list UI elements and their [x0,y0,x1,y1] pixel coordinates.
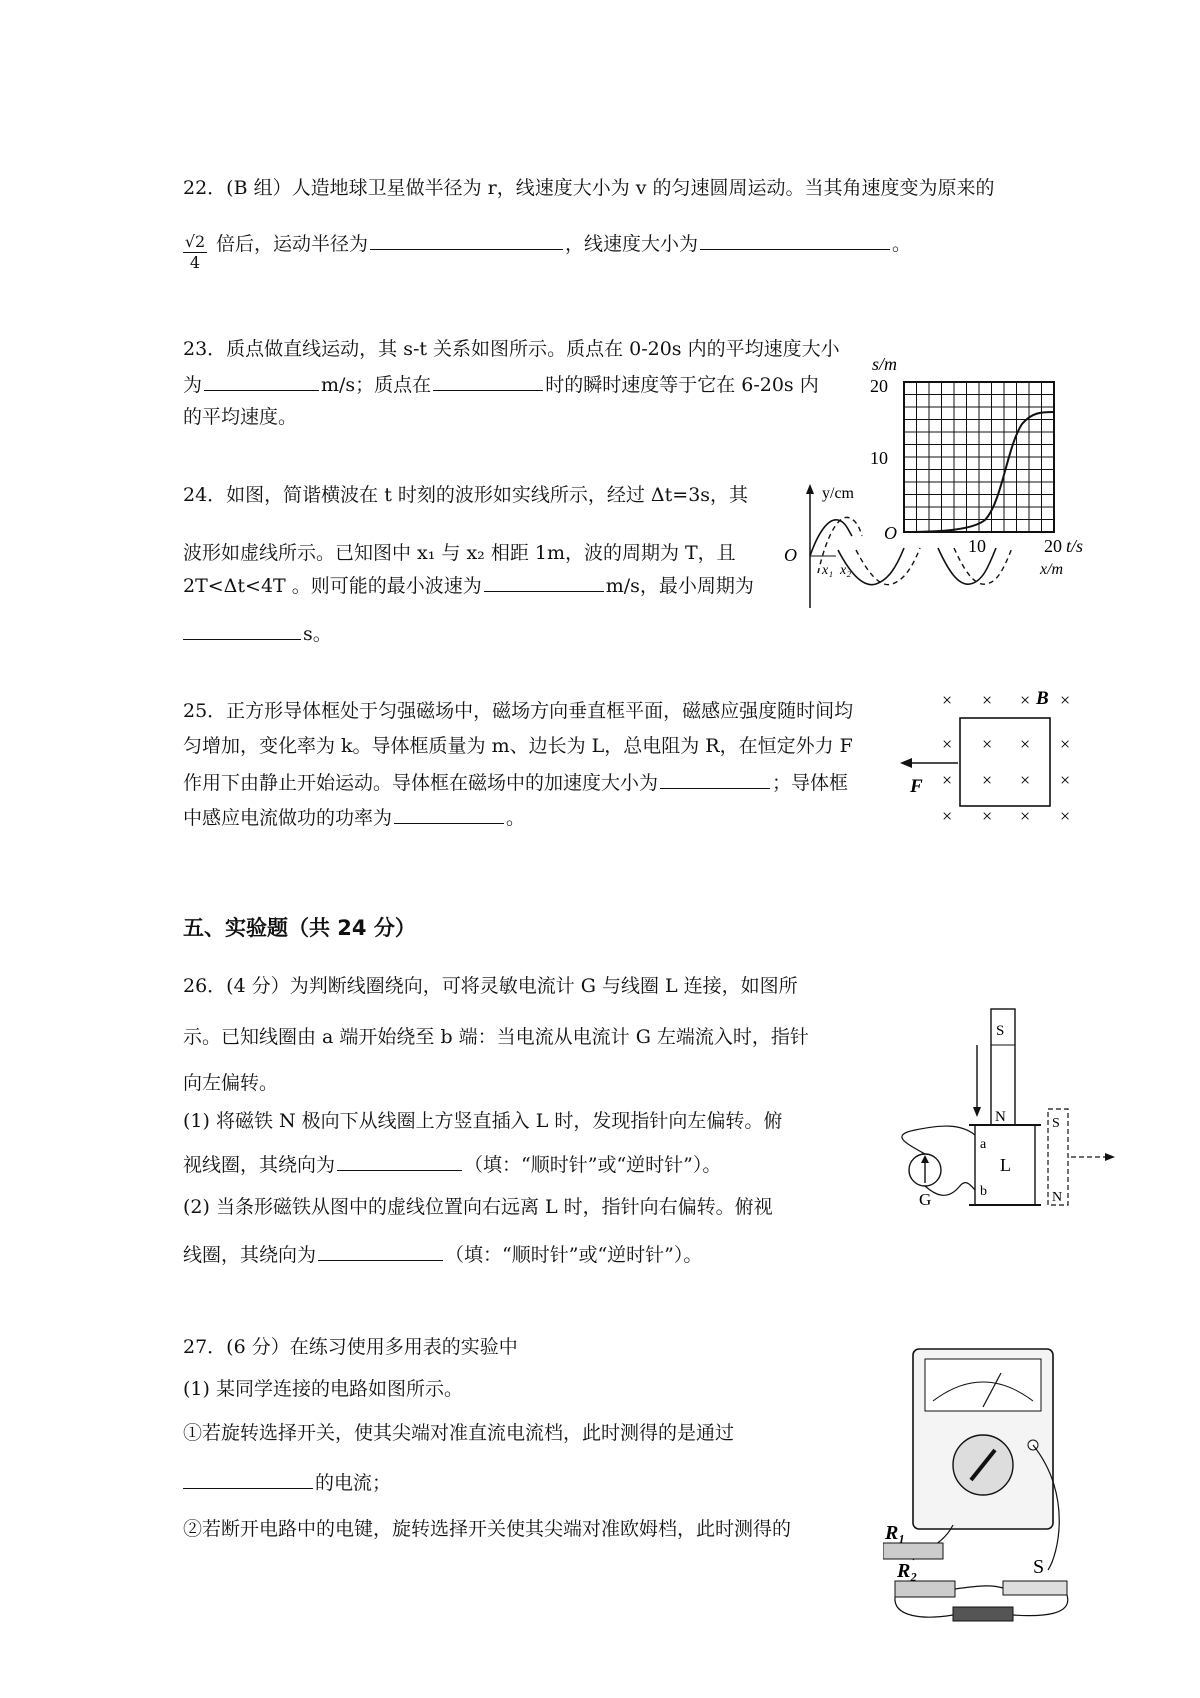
galvanometer-label: G [919,1190,932,1209]
q27-p1: (1) 某同学连接的电路如图所示。 [183,1378,463,1400]
q22-line2b: ，线速度大小为 [565,233,699,255]
coil-b-label: b [980,1184,987,1199]
field-label: B [1036,688,1049,709]
wire-r2-battery [895,1597,953,1617]
multimeter-figure [883,1345,1083,1625]
q23-line1: 23．质点做直线运动，其 s-t 关系如图所示。质点在 0-20s 内的平均速度大小 [183,338,840,360]
wave-dashed-right [954,548,1012,584]
q26-line2: 示。已知线圈由 a 端开始绕至 b 端：当电流从电流计 G 左端流入时，指针 [183,1026,809,1048]
q23-line3: 的平均速度。 [183,406,298,428]
answer-blank-power[interactable] [394,803,504,824]
q22-frac-den: 4 [189,253,201,272]
answer-blank-min-period[interactable] [183,619,301,640]
wave-x2-label: x₂ [840,563,852,578]
q24-line3a: 2T<Δt<4T 。则可能的最小波速为 [183,575,482,597]
wave-x1-label: x₁ [822,563,834,578]
wave-origin: O [784,545,797,565]
wave-solid-left [810,520,852,556]
multimeter-dial [925,1359,1041,1411]
field-cross: × [942,690,953,710]
q24-line2: 波形如虚线所示。已知图中 x₁ 与 x₂ 相距 1m，波的周期为 T，且 [183,542,736,564]
q26-p2c: （填：“顺时针”或“逆时针”）。 [445,1244,703,1266]
field-cross: × [942,806,953,826]
switch-s [1003,1581,1067,1595]
magnet-dashed-n-label: N [1052,1190,1063,1205]
field-cross: × [982,806,993,826]
q26-line3: 向左偏转。 [183,1072,279,1094]
wave-y-arrow [806,484,814,494]
answer-blank-winding-1[interactable] [337,1150,462,1171]
field-cross: × [1020,734,1031,754]
field-cross: × [1060,770,1071,790]
answer-blank-winding-2[interactable] [318,1240,443,1261]
q22-line1: 22．(B 组）人造地球卫星做半径为 r，线速度大小为 v 的匀速圆周运动。当其角速度变为原来的 [183,177,995,199]
field-cross: × [982,734,993,754]
q26-p1 [183,1150,721,1178]
q22-frac-num: √2 [184,232,206,251]
q27-c1b: 的电流； [315,1472,392,1494]
magnet-s-label: S [996,1023,1005,1039]
q26-line1: 26．(4 分）为判断线圈绕向，可将灵敏电流计 G 与线圈 L 连接，如图所 [183,975,798,997]
q27-line1: 27．(6 分）在练习使用多用表的实验中 [183,1336,518,1358]
away-arrow-head [1105,1153,1115,1161]
field-cross: × [942,734,953,754]
q26-p1a: (1) 将磁铁 N 极向下从线圈上方竖直插入 L 时，发现指针向左偏转。俯 [183,1110,783,1132]
wire-r2-switch [955,1586,1003,1589]
wave-figure [778,478,1078,613]
field-cross: × [1020,770,1031,790]
q25-line2: 匀增加，变化率为 k。导体框质量为 m、边长为 L，总电阻为 R，在恒定外力 F [183,735,853,757]
magnet-n-label: N [995,1109,1006,1125]
field-cross: × [1060,734,1071,754]
st-ytick-10: 10 [870,448,888,468]
q26-p1b: 视线圈，其绕向为 [183,1154,336,1176]
switch-label: S [1033,1556,1045,1578]
section-heading: 五、实验题（共 24 分） [183,916,416,940]
st-xlabel: t/s [1066,536,1084,552]
coil-a-label: a [980,1137,987,1152]
field-cross: × [982,690,993,710]
force-label: F [910,776,923,797]
field-cross: × [942,770,953,790]
q24-line3b: m/s，最小周期为 [605,575,754,597]
q26-p1c: （填：“顺时针”或“逆时针”）。 [464,1154,722,1176]
q24-line4: s。 [303,623,332,645]
answer-blank-time[interactable] [433,370,543,391]
field-figure [898,678,1098,828]
q25-line3b: ；导体框 [772,772,849,794]
q22-line2 [216,229,911,257]
q24-line3 [183,571,754,599]
q25-line4b: 。 [506,807,526,829]
q24-line1: 24．如图，简谐横波在 t 时刻的波形如实线所示，经过 Δt=3s，其 [183,484,749,506]
q25-line1: 25．正方形导体框处于匀强磁场中，磁场方向垂直框平面，磁感应强度随时间均 [183,700,854,722]
r2-label: R₂ [897,1560,918,1582]
q27-c1-line [183,1468,391,1496]
q25-line4a: 中感应电流做功的功率为 [183,807,393,829]
q23-line2a: 为 [183,374,203,396]
field-cross: × [1060,690,1071,710]
resistor-r2 [895,1581,955,1597]
q23-line2c: 时的瞬时速度等于它在 6-20s 内 [545,374,819,396]
wave-ylabel: y/cm [822,485,854,502]
answer-blank-min-speed[interactable] [484,571,604,592]
st-ylabel: s/m [872,354,898,374]
battery [953,1607,1013,1621]
wave-xlabel: x/m [1040,561,1064,578]
answer-blank-avg-velocity[interactable] [204,370,319,391]
answer-blank-radius[interactable] [370,229,563,250]
field-cross: × [1020,690,1031,710]
q23-line2 [183,370,819,398]
q23-line2b: m/s；质点在 [321,374,432,396]
field-cross: × [1020,806,1031,826]
wave-solid-right [938,548,996,584]
field-cross: × [1060,806,1071,826]
q26-p2 [183,1240,702,1268]
q27-c1: ①若旋转选择开关，使其尖端对准直流电流档，此时测得的是通过 [183,1422,735,1444]
wave-dashed-mid [856,548,920,585]
force-arrow-head [900,758,912,768]
coil-l-label: L [1000,1155,1011,1175]
galvanometer-needle-head [921,1155,929,1163]
answer-blank-current-through[interactable] [183,1468,313,1489]
q27-c2: ②若断开电路中的电键，旋转选择开关使其尖端对准欧姆档，此时测得的 [183,1518,792,1540]
q22-line2a: 倍后，运动半径为 [216,233,369,255]
answer-blank-acceleration[interactable] [660,768,770,789]
wire-switch-battery [1013,1595,1068,1616]
answer-blank-speed[interactable] [700,229,890,250]
r1-label: R₁ [885,1522,906,1544]
q26-p2b: 线圈，其绕向为 [183,1244,317,1266]
st-ytick-20: 20 [870,376,888,396]
motion-arrow-head [973,1107,981,1117]
q25-line3 [183,768,848,796]
coil-figure [885,1005,1185,1215]
q22-line2c: 。 [892,233,912,255]
q24-line4 [183,619,332,647]
st-xtick-20: 20 [1044,536,1062,552]
resistor-r1 [883,1543,943,1559]
st-xtick-10: 10 [968,536,986,552]
q25-line3a: 作用下由静止开始运动。导体框在磁场中的加速度大小为 [183,772,659,794]
field-cross: × [982,770,993,790]
q25-line4 [183,803,525,831]
conductor-frame [960,718,1050,806]
magnet-dashed-s-label: S [1052,1116,1060,1131]
wire-a [902,1126,975,1154]
q22-fraction [183,232,207,273]
q26-p2a: (2) 当条形磁铁从图中的虚线位置向右远离 L 时，指针向右偏转。俯视 [183,1196,773,1218]
st-origin: O [884,523,897,543]
